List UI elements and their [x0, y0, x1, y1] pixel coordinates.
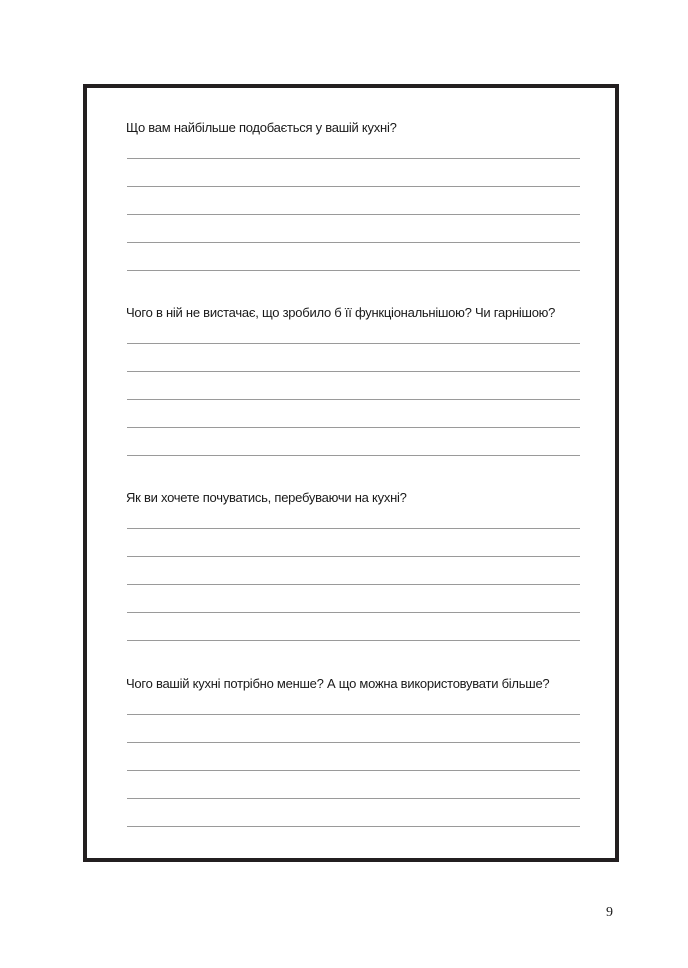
question-text: Як ви хочете почуватись, перебуваючи на кухні?	[126, 490, 407, 505]
question-text: Чого в ній не вистачає, що зробило б її функціональнішою? Чи гарнішою?	[126, 305, 556, 320]
answer-line[interactable]	[127, 528, 580, 529]
answer-line[interactable]	[127, 714, 580, 715]
answer-line[interactable]	[127, 371, 580, 372]
answer-line[interactable]	[127, 584, 580, 585]
answer-line[interactable]	[127, 214, 580, 215]
answer-line[interactable]	[127, 556, 580, 557]
answer-line[interactable]	[127, 798, 580, 799]
answer-line[interactable]	[127, 270, 580, 271]
answer-line[interactable]	[127, 427, 580, 428]
answer-line[interactable]	[127, 826, 580, 827]
question-text: Що вам найбільше подобається у вашій кухні?	[126, 120, 397, 135]
answer-line[interactable]	[127, 343, 580, 344]
answer-line[interactable]	[127, 770, 580, 771]
page-number: 9	[606, 905, 613, 920]
questionnaire-frame	[83, 84, 619, 862]
question-text: Чого вашій кухні потрібно менше? А що можна використовувати більше?	[126, 676, 550, 691]
answer-line[interactable]	[127, 242, 580, 243]
answer-line[interactable]	[127, 640, 580, 641]
answer-line[interactable]	[127, 158, 580, 159]
answer-line[interactable]	[127, 455, 580, 456]
answer-line[interactable]	[127, 186, 580, 187]
answer-line[interactable]	[127, 742, 580, 743]
answer-line[interactable]	[127, 612, 580, 613]
answer-line[interactable]	[127, 399, 580, 400]
